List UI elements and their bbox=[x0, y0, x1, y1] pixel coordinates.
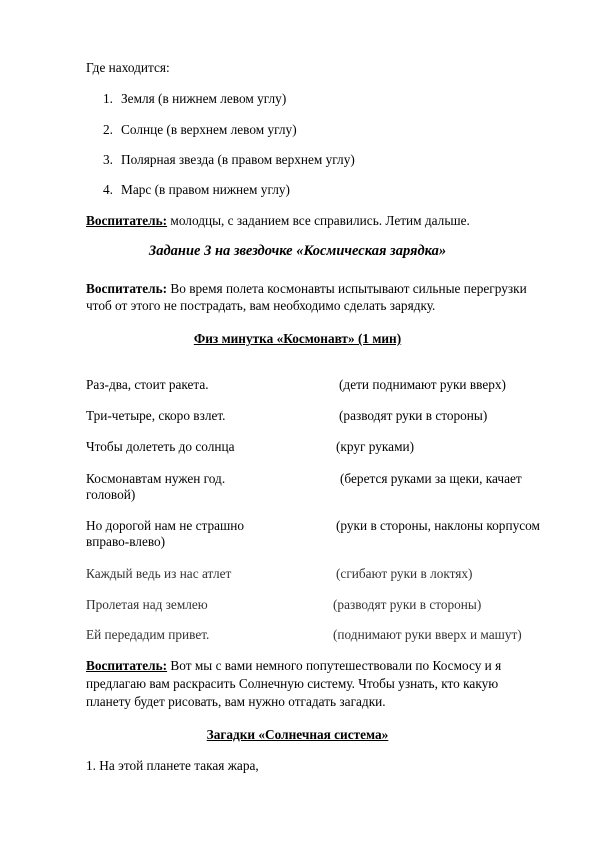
list-text: Земля (в нижнем левом углу) bbox=[121, 91, 287, 106]
paragraph-text: Вот мы с вами немного попутешествовали по Космосу и я bbox=[167, 658, 502, 673]
rhyme-line: Чтобы долететь до солнца bbox=[86, 439, 235, 454]
paragraph-educator-3 bbox=[86, 658, 501, 674]
paragraph-line: планету будет рисовать, вам нужно отгадать загадки. bbox=[86, 694, 386, 709]
rhyme-line: Каждый ведь из нас атлет bbox=[86, 566, 232, 581]
rhyme-action: (руки в стороны, наклоны корпусом bbox=[336, 518, 540, 533]
list-item bbox=[103, 182, 290, 198]
rhyme-action: (круг руками) bbox=[336, 439, 415, 454]
paragraph-text: молодцы, с заданием все справились. Летим дальше. bbox=[167, 213, 470, 228]
rhyme-line: Три-четыре, скоро взлет. bbox=[86, 408, 226, 423]
speaker-label: Воспитатель: bbox=[86, 658, 168, 673]
rhyme-line: Ей передадим привет. bbox=[86, 627, 210, 642]
list-item bbox=[103, 152, 355, 168]
list-text: Полярная звезда (в правом верхнем углу) bbox=[121, 152, 355, 167]
speaker-label: Воспитатель: bbox=[86, 281, 168, 296]
rhyme-line: Раз-два, стоит ракета. bbox=[86, 377, 209, 392]
rhyme-action-continued: вправо-влево) bbox=[86, 534, 166, 549]
list-text: Солнце (в верхнем левом углу) bbox=[121, 122, 297, 137]
paragraph-educator-2 bbox=[86, 281, 527, 297]
list-item bbox=[103, 91, 287, 107]
paragraph-educator-1 bbox=[86, 213, 470, 229]
rhyme-action: (разводят руки в стороны) bbox=[333, 597, 482, 612]
list-number: 3. bbox=[103, 152, 113, 167]
riddles-heading: Загадки «Солнечная система» bbox=[206, 727, 389, 742]
fiz-minutka-heading: Физ минутка «Космонавт» (1 мин) bbox=[193, 331, 402, 346]
list-text: Марс (в правом нижнем углу) bbox=[121, 182, 290, 197]
speaker-label: Воспитатель: bbox=[86, 213, 168, 228]
rhyme-action: (дети поднимают руки вверх) bbox=[339, 377, 506, 392]
riddle-line: 1. На этой планете такая жара, bbox=[86, 758, 259, 773]
rhyme-action-continued: головой) bbox=[86, 487, 136, 502]
list-number: 1. bbox=[103, 91, 113, 106]
rhyme-line: Пролетая над землею bbox=[86, 597, 208, 612]
paragraph-line: предлагаю вам раскрасить Солнечную систему. Чтобы узнать, кто какую bbox=[86, 676, 499, 691]
rhyme-line: Космонавтам нужен год. bbox=[86, 471, 226, 486]
rhyme-action: (разводят руки в стороны) bbox=[339, 408, 488, 423]
list-number: 4. bbox=[103, 182, 113, 197]
rhyme-action: (берется руками за щеки, качает bbox=[340, 471, 522, 486]
rhyme-action: (поднимают руки вверх и машут) bbox=[333, 627, 522, 642]
task-heading: Задание 3 на звездочке «Космическая зарядка» bbox=[148, 243, 447, 259]
list-item bbox=[103, 122, 297, 138]
paragraph-line: чтоб от этого не пострадать, вам необходимо сделать зарядку. bbox=[86, 298, 436, 313]
intro-text: Где находится: bbox=[86, 60, 170, 75]
list-number: 2. bbox=[103, 122, 113, 137]
paragraph-text: Во время полета космонавты испытывают сильные перегрузки bbox=[167, 281, 527, 296]
rhyme-action: (сгибают руки в локтях) bbox=[336, 566, 473, 581]
rhyme-line: Но дорогой нам не страшно bbox=[86, 518, 245, 533]
